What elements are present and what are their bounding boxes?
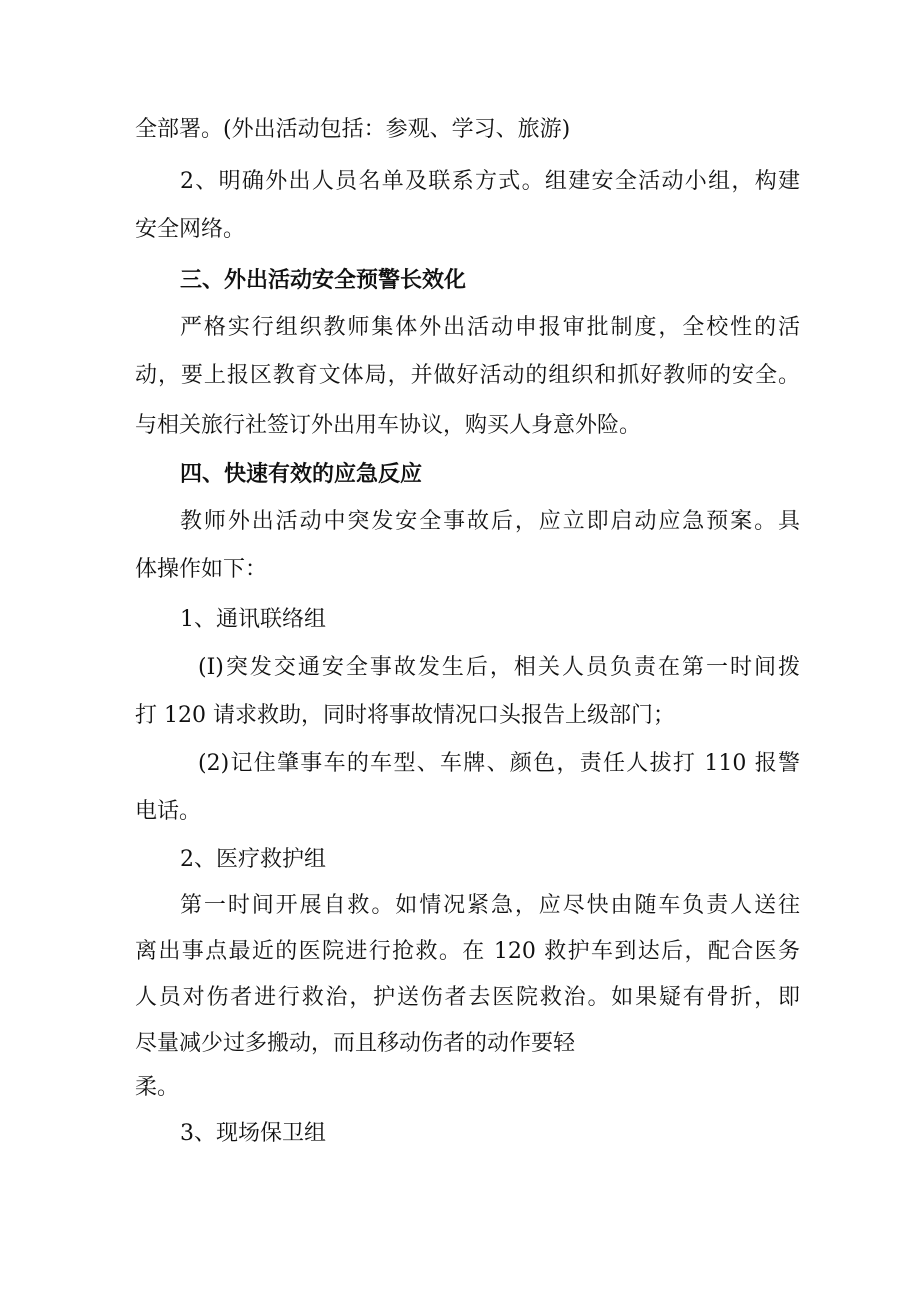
paragraph-line: 与相关旅行社签订外出用车协议，购买人身意外险。 bbox=[135, 413, 642, 438]
paragraph-line: 离出事点最近的医院进行抢救。在 120 救护车到达后，配合医务 bbox=[135, 939, 800, 964]
paragraph-line: 动，要上报区教育文体局，并做好活动的组织和抓好教师的安全。 bbox=[135, 363, 800, 388]
paragraph-line: 严格实行组织教师集体外出活动申报审批制度，全校性的活 bbox=[180, 315, 800, 340]
paragraph-line: (2)记住肇事车的车型、车牌、颜色，责任人拔打 110 报警 bbox=[198, 751, 800, 776]
paragraph-line: 安全网络。 bbox=[135, 217, 246, 242]
paragraph-line: 全部署。(外出活动包括：参观、学习、旅游) bbox=[135, 117, 571, 142]
paragraph-line: 第一时间开展自救。如情况紧急，应尽快由随车负责人送往 bbox=[180, 893, 800, 918]
paragraph-line: (I)突发交通安全事故发生后，相关人员负责在第一时间拨 bbox=[198, 655, 800, 680]
paragraph-line: 人员对伤者进行救治，护送伤者去医院救治。如果疑有骨折，即 bbox=[135, 985, 800, 1010]
subsection-heading: 2、医疗救护组 bbox=[180, 847, 326, 872]
subsection-heading: 1、通讯联络组 bbox=[180, 607, 326, 632]
subsection-heading: 3、现场保卫组 bbox=[180, 1121, 326, 1146]
paragraph-line: 2、明确外出人员名单及联系方式。组建安全活动小组，构建 bbox=[180, 169, 800, 194]
section-heading: 四、快速有效的应急反应 bbox=[180, 461, 423, 487]
paragraph-line: 体操作如下： bbox=[135, 557, 268, 582]
paragraph-line: 尽量减少过多搬动，而且移动伤者的动作要轻 bbox=[135, 1031, 576, 1056]
paragraph-line: 教师外出活动中突发安全事故后，应立即启动应急预案。具 bbox=[180, 509, 800, 534]
paragraph-line: 电话。 bbox=[135, 799, 202, 824]
paragraph-line: 柔。 bbox=[135, 1075, 180, 1100]
paragraph-line: 打 120 请求救助，同时将事故情况口头报告上级部门； bbox=[135, 703, 675, 728]
section-heading: 三、外出活动安全预警长效化 bbox=[180, 267, 467, 293]
